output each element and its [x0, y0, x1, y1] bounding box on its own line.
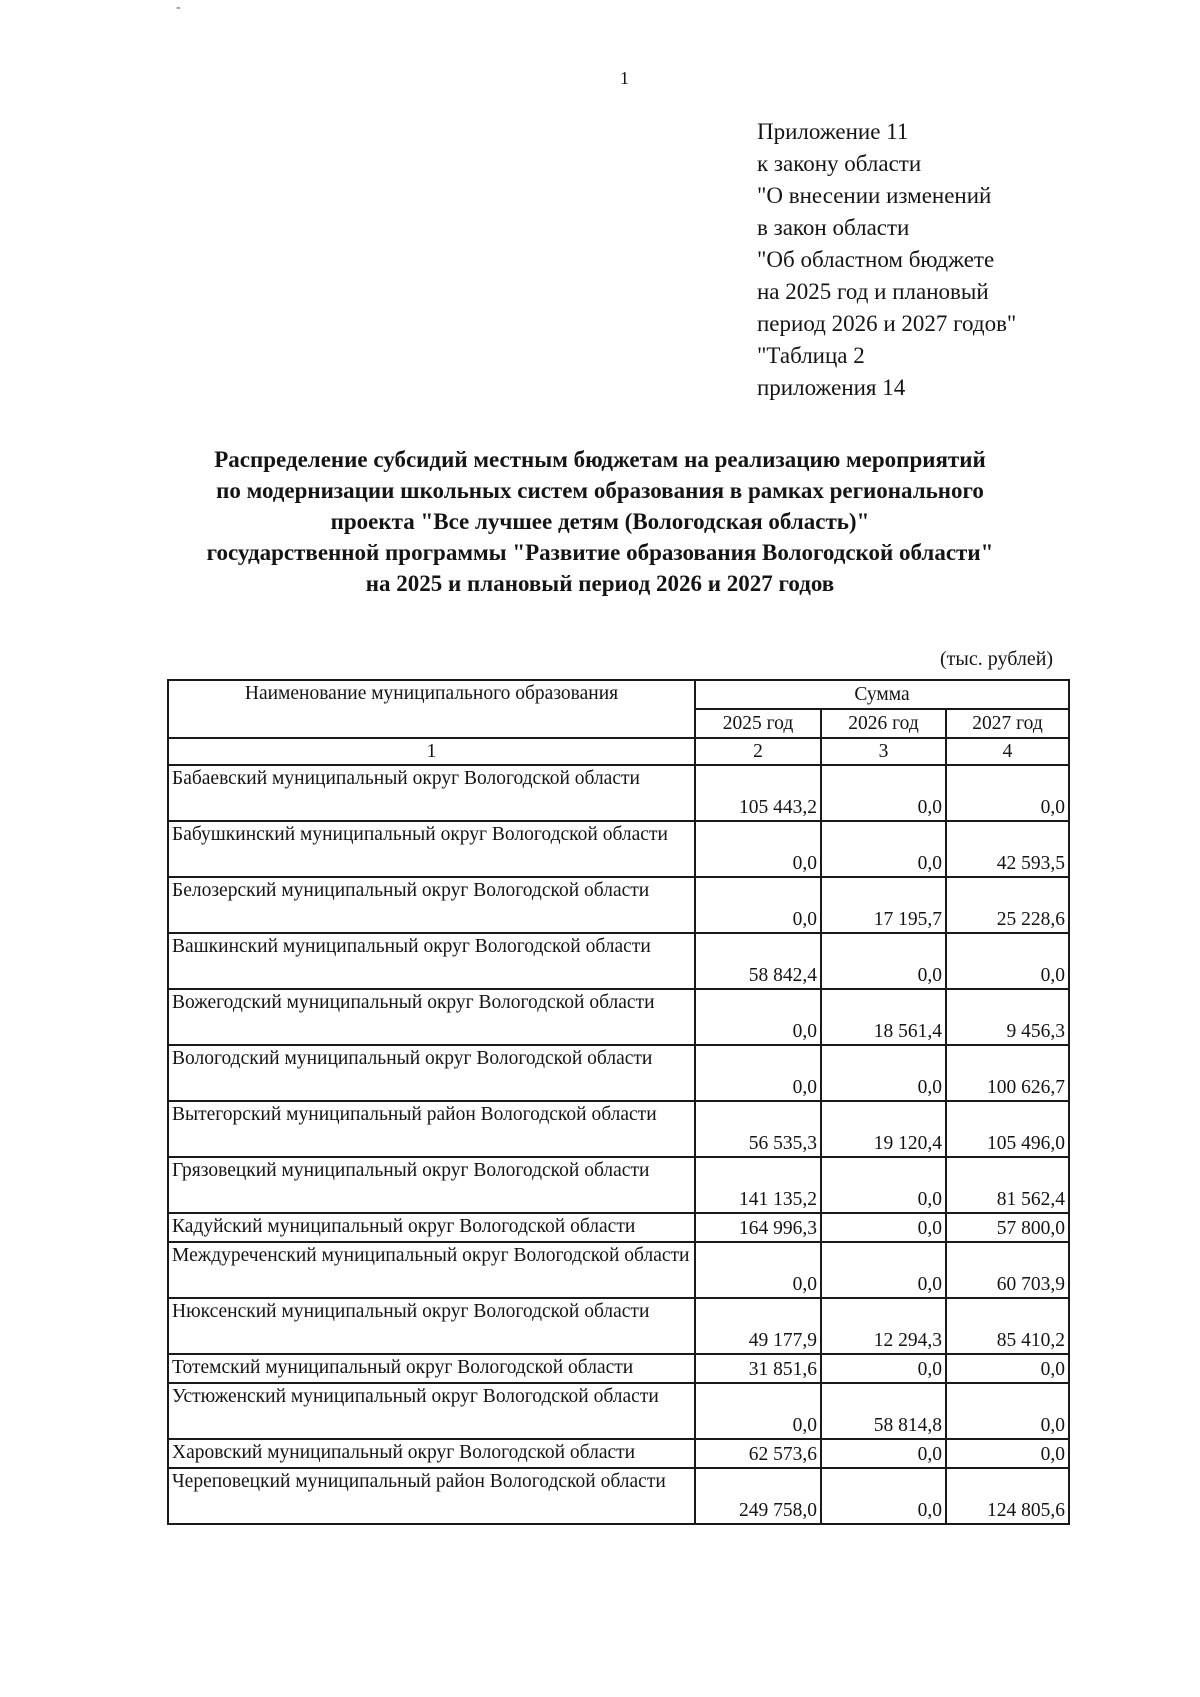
table-row	[168, 1242, 1069, 1298]
appendix-line: Приложение 11	[757, 119, 909, 144]
table-row	[168, 933, 1069, 989]
amount-2027: 124 805,6	[946, 1468, 1069, 1524]
subsidy-table	[167, 679, 1070, 1525]
amount-2026: 0,0	[821, 1468, 946, 1524]
appendix-line: на 2025 год и плановый	[757, 279, 989, 304]
amount-2027: 0,0	[946, 1439, 1069, 1468]
appendix-line: "Об областном бюджете	[757, 247, 995, 272]
municipality-name: Вологодский муниципальный округ Вологодской области	[168, 1045, 695, 1101]
appendix-line: в закон области	[757, 215, 910, 240]
column-number: 3	[821, 738, 946, 765]
amount-2025: 58 842,4	[695, 933, 821, 989]
amount-2025: 249 758,0	[695, 1468, 821, 1524]
appendix-line: "Таблица 2	[757, 343, 865, 368]
amount-2025: 141 135,2	[695, 1157, 821, 1213]
amount-2026: 0,0	[821, 1439, 946, 1468]
amount-2026: 0,0	[821, 1157, 946, 1213]
municipality-name: Харовский муниципальный округ Вологодской области	[168, 1439, 695, 1468]
header-row	[168, 680, 1069, 709]
municipality-name: Тотемский муниципальный округ Вологодской области	[168, 1354, 695, 1383]
column-number: 1	[168, 738, 695, 765]
column-number: 2	[695, 738, 821, 765]
municipality-name: Бабаевский муниципальный округ Вологодской области	[168, 765, 695, 821]
municipality-name: Вашкинский муниципальный округ Вологодской области	[168, 933, 695, 989]
title-line: по модернизации школьных систем образования в рамках регионального	[216, 478, 984, 503]
column-number: 4	[946, 738, 1069, 765]
municipality-name: Междуреченский муниципальный округ Вологодской области	[168, 1242, 695, 1298]
page-number: 1	[620, 68, 629, 88]
table-row	[168, 1298, 1069, 1354]
amount-2027: 9 456,3	[946, 989, 1069, 1045]
amount-2026: 0,0	[821, 1045, 946, 1101]
amount-2027: 57 800,0	[946, 1213, 1069, 1242]
title-line: государственной программы "Развитие образования Вологодской области"	[206, 540, 994, 565]
amount-2026: 58 814,8	[821, 1383, 946, 1439]
appendix-reference	[757, 116, 1016, 404]
appendix-line: к закону области	[757, 151, 922, 176]
amount-2025: 164 996,3	[695, 1213, 821, 1242]
table-row	[168, 989, 1069, 1045]
scan-mark: -	[176, 0, 181, 15]
amount-2027: 100 626,7	[946, 1045, 1069, 1101]
municipality-name: Вожегодский муниципальный округ Вологодской области	[168, 989, 695, 1045]
appendix-line: приложения 14	[757, 375, 906, 400]
header-year-2025: 2025 год	[695, 709, 821, 738]
municipality-name: Кадуйский муниципальный округ Вологодской области	[168, 1213, 695, 1242]
title-line: на 2025 и плановый период 2026 и 2027 годов	[365, 571, 835, 596]
amount-2025: 62 573,6	[695, 1439, 821, 1468]
amount-2026: 0,0	[821, 821, 946, 877]
header-name: Наименование муниципального образования	[168, 680, 695, 738]
table-row	[168, 821, 1069, 877]
amount-2025: 0,0	[695, 1045, 821, 1101]
amount-2026: 0,0	[821, 765, 946, 821]
units-label: (тыс. рублей)	[940, 648, 1054, 670]
title-line: проекта "Все лучшее детям (Вологодская область)"	[330, 509, 870, 534]
amount-2026: 0,0	[821, 933, 946, 989]
amount-2025: 0,0	[695, 1242, 821, 1298]
municipality-name: Устюженский муниципальный округ Вологодской области	[168, 1383, 695, 1439]
amount-2025: 0,0	[695, 877, 821, 933]
amount-2025: 56 535,3	[695, 1101, 821, 1157]
amount-2025: 31 851,6	[695, 1354, 821, 1383]
amount-2026: 0,0	[821, 1354, 946, 1383]
municipality-name: Вытегорский муниципальный район Вологодской области	[168, 1101, 695, 1157]
title-line: Распределение субсидий местным бюджетам на реализацию мероприятий	[214, 447, 986, 472]
amount-2026: 0,0	[821, 1213, 946, 1242]
column-numbers-row	[168, 738, 1069, 765]
header-year-2026: 2026 год	[821, 709, 946, 738]
amount-2026: 17 195,7	[821, 877, 946, 933]
header-year-2027: 2027 год	[946, 709, 1069, 738]
amount-2026: 0,0	[821, 1242, 946, 1298]
amount-2025: 0,0	[695, 821, 821, 877]
table-row	[168, 1045, 1069, 1101]
table-row	[168, 1383, 1069, 1439]
amount-2027: 105 496,0	[946, 1101, 1069, 1157]
table-row	[168, 1157, 1069, 1213]
table-row	[168, 1101, 1069, 1157]
amount-2027: 60 703,9	[946, 1242, 1069, 1298]
amount-2025: 105 443,2	[695, 765, 821, 821]
municipality-name: Грязовецкий муниципальный округ Вологодской области	[168, 1157, 695, 1213]
amount-2025: 0,0	[695, 1383, 821, 1439]
appendix-line: период 2026 и 2027 годов"	[757, 311, 1017, 336]
amount-2025: 49 177,9	[695, 1298, 821, 1354]
amount-2027: 0,0	[946, 765, 1069, 821]
amount-2027: 81 562,4	[946, 1157, 1069, 1213]
table-row	[168, 1439, 1069, 1468]
amount-2027: 42 593,5	[946, 821, 1069, 877]
municipality-name: Череповецкий муниципальный район Вологодской области	[168, 1468, 695, 1524]
amount-2027: 25 228,6	[946, 877, 1069, 933]
table-row	[168, 1354, 1069, 1383]
appendix-line: "О внесении изменений	[757, 183, 992, 208]
municipality-name: Нюксенский муниципальный округ Вологодской области	[168, 1298, 695, 1354]
amount-2027: 0,0	[946, 1354, 1069, 1383]
header-sum: Сумма	[695, 680, 1069, 709]
amount-2027: 0,0	[946, 933, 1069, 989]
amount-2026: 19 120,4	[821, 1101, 946, 1157]
amount-2026: 18 561,4	[821, 989, 946, 1045]
amount-2025: 0,0	[695, 989, 821, 1045]
document-title	[150, 444, 1050, 599]
municipality-name: Бабушкинский муниципальный округ Вологодской области	[168, 821, 695, 877]
table-row	[168, 1468, 1069, 1524]
amount-2026: 12 294,3	[821, 1298, 946, 1354]
table-row	[168, 765, 1069, 821]
amount-2027: 85 410,2	[946, 1298, 1069, 1354]
amount-2027: 0,0	[946, 1383, 1069, 1439]
table-row	[168, 1213, 1069, 1242]
table-row	[168, 877, 1069, 933]
municipality-name: Белозерский муниципальный округ Вологодской области	[168, 877, 695, 933]
